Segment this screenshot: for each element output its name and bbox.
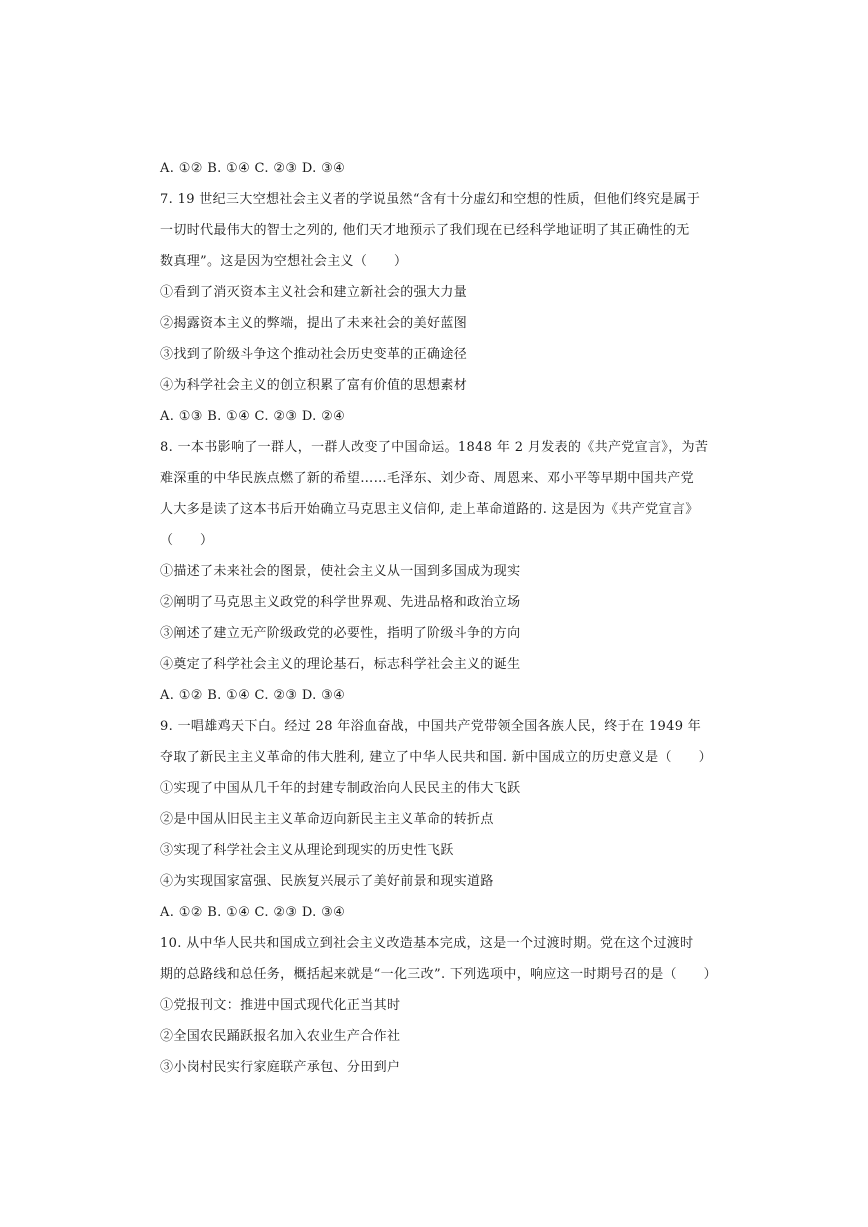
q7-statement-4: ④为科学社会主义的创立积累了富有价值的思想素材 [160,378,468,393]
q8-stem-line-1: 8. 一本书影响了一群人，一群人改变了中国命运。1848 年 2 月发表的《共产党宣言》，为苦 [160,440,709,455]
q8-stem-line-4: （ ） [160,533,214,548]
q10-stem-line-2: 期的总路线和总任务，概括起来就是“一化三改”. 下列选项中，响应这一时期号召的是（ ） [160,967,717,982]
q8-statement-4: ④奠定了科学社会主义的理论基石，标志科学社会主义的诞生 [160,657,521,672]
q6-answer-options: A. ①② B. ①④ C. ②③ D. ③④ [160,161,346,176]
q8-statement-1: ①描述了未来社会的图景，使社会主义从一国到多国成为现实 [160,564,521,579]
q7-answer-options: A. ①③ B. ①④ C. ②③ D. ②④ [160,409,346,424]
q8-statement-2: ②阐明了马克思主义政党的科学世界观、先进品格和政治立场 [160,595,521,610]
q8-stem-line-3: 人大多是读了这本书后开始确立马克思主义信仰, 走上革命道路的. 这是因为《共产党宣言》 [160,502,699,517]
q9-statement-4: ④为实现国家富强、民族复兴展示了美好前景和现实道路 [160,874,494,889]
q10-statement-3: ③小岗村民实行家庭联产承包、分田到户 [160,1060,401,1075]
q10-statement-2: ②全国农民踊跃报名加入农业生产合作社 [160,1029,401,1044]
q9-stem-line-1: 9. 一唱雄鸡天下白。经过 28 年浴血奋战，中国共产党带领全国各族人民，终于在 1949 年 [160,719,702,734]
q7-stem-line-3: 数真理”。这是因为空想社会主义（ ） [160,254,408,269]
q8-answer-options: A. ①② B. ①④ C. ②③ D. ③④ [160,688,346,703]
q9-stem-line-2: 夺取了新民主主义革命的伟大胜利, 建立了中华人民共和国. 新中国成立的历史意义是（ ） [160,750,712,765]
q8-statement-3: ③阐述了建立无产阶级政党的必要性，指明了阶级斗争的方向 [160,626,521,641]
q7-statement-2: ②揭露资本主义的弊端，提出了未来社会的美好蓝图 [160,316,468,331]
q7-stem-line-2: 一切时代最伟大的智士之列的, 他们天才地预示了我们现在已经科学地证明了其正确性的无 [160,223,690,238]
q9-statement-3: ③实现了科学社会主义从理论到现实的历史性飞跃 [160,843,454,858]
q9-answer-options: A. ①② B. ①④ C. ②③ D. ③④ [160,905,346,920]
q9-statement-1: ①实现了中国从几千年的封建专制政治向人民民主的伟大飞跃 [160,781,521,796]
q8-stem-line-2: 难深重的中华民族点燃了新的希望……毛泽东、刘少奇、周恩来、邓小平等早期中国共产党 [160,471,695,486]
q10-statement-1: ①党报刊文：推进中国式现代化正当其时 [160,998,401,1013]
q10-stem-line-1: 10. 从中华人民共和国成立到社会主义改造基本完成，这是一个过渡时期。党在这个过渡时 [160,936,694,951]
q7-stem-line-1: 7. 19 世纪三大空想社会主义者的学说虽然“含有十分虚幻和空想的性质，但他们终究是属于 [160,192,701,207]
q7-statement-3: ③找到了阶级斗争这个推动社会历史变革的正确途径 [160,347,468,362]
q7-statement-1: ①看到了消灭资本主义社会和建立新社会的强大力量 [160,285,468,300]
q9-statement-2: ②是中国从旧民主主义革命迈向新民主主义革命的转折点 [160,812,494,827]
